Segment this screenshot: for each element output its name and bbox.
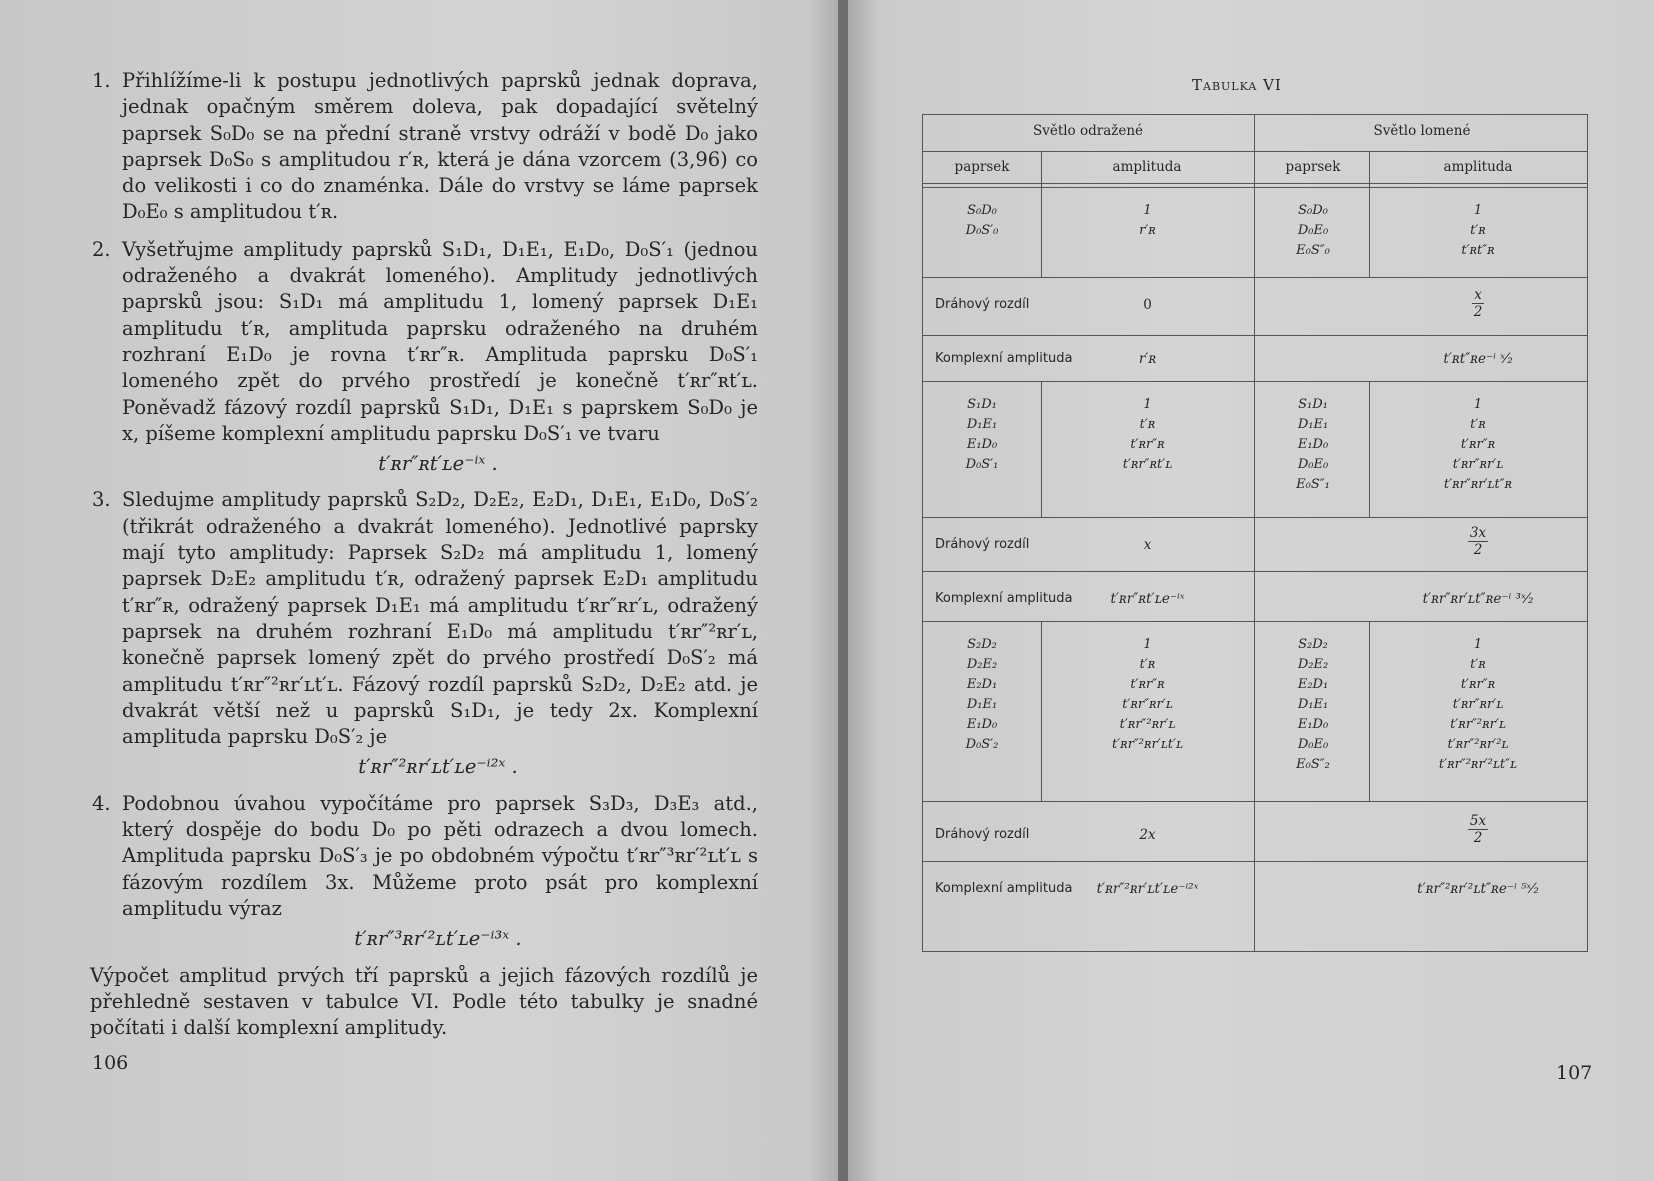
- complex-amplitude-label: Komplexní amplituda: [935, 881, 1073, 896]
- left-text-column: [90, 68, 758, 1041]
- fraction-denominator: 2: [1473, 830, 1483, 846]
- ray: S₁D₁: [1298, 397, 1328, 412]
- amplitude: t′ʀr″²ʀr′ʟ: [1450, 717, 1506, 732]
- ray: D₀S′₀: [965, 223, 999, 238]
- amplitude: t′ʀr″ʀ: [1460, 677, 1496, 692]
- block1-complex-reflected: r′ʀ: [1138, 351, 1157, 367]
- page-number-left: 106: [92, 1052, 129, 1074]
- amplitude: 1: [1143, 203, 1152, 218]
- block2-complex-refracted: t′ʀr″ʀr′ʟt″ʀe⁻ⁱ ³ˣ⁄₂: [1422, 591, 1534, 607]
- fraction-numerator: 5x: [1469, 813, 1487, 829]
- paragraph-text: Vyšetřujme amplitudy paprsků S₁D₁, D₁E₁, E₁D₀, D₀S′₁ (jednou odraženého a dvakrát lomeného). Amplitudy jednotlivých paprsků jsou: S₁D₁ má amplitudu 1, lomený paprsek D₁E₁ amplitudu t′ʀ, amplituda paprsku odraženého na druhém rozhraní E₁D₀ je rovna t′ʀr″ʀ. Amplituda paprsku D₀S′₁ lomeného zpět do prvého prostředí je konečně t′ʀr″ʀt′ʟ. Poněvadž fázový rozdíl paprsků S₁D₁, D₁E₁ s paprskem S₀D₀ je x, píšeme komplexní amplitudu paprsku D₀S′₁ ve tvaru: [122, 237, 758, 445]
- paragraph-number: 2.: [92, 237, 111, 261]
- amplitude: 1: [1473, 637, 1483, 652]
- ray: S₀D₀: [1298, 203, 1328, 218]
- block2-path-refracted: [1369, 525, 1587, 558]
- header-ray-refracted: paprsek: [1285, 159, 1341, 175]
- complex-amplitude-label: Komplexní amplituda: [935, 591, 1073, 606]
- block2-path-reflected: x: [1143, 537, 1152, 553]
- ray: E₀S″₂: [1296, 757, 1330, 772]
- formula-2: t′ʀr″²ʀr′ʟt′ʟe⁻ⁱ²ˣ .: [358, 755, 518, 779]
- ray: D₀E₀: [1297, 457, 1329, 472]
- ray: E₁D₀: [966, 437, 998, 452]
- amplitude: t′ʀr″ʀr′ʟ: [1122, 697, 1173, 712]
- block3-path-reflected: 2x: [1139, 827, 1156, 843]
- amplitude: 1: [1473, 397, 1483, 412]
- table-caption: Tabulka VI: [1192, 76, 1282, 94]
- paragraph-3: [92, 487, 758, 750]
- fraction-numerator: 3x: [1469, 525, 1487, 541]
- fraction-numerator: x: [1474, 287, 1482, 303]
- ray: E₁D₀: [966, 717, 998, 732]
- ray: D₂E₂: [966, 657, 998, 672]
- header-amplitude-refracted: amplituda: [1443, 159, 1513, 175]
- ray: S₂D₂: [967, 637, 997, 652]
- header-ray-reflected: paprsek: [954, 159, 1010, 175]
- ray: D₀E₀: [1297, 737, 1329, 752]
- block2-refracted-rays: [1257, 395, 1369, 495]
- path-difference-label: Dráhový rozdíl: [935, 537, 1030, 552]
- paragraph-1: [92, 68, 758, 226]
- block3-complex-reflected: t′ʀr″²ʀr′ʟt′ʟe⁻ⁱ²ˣ: [1096, 881, 1199, 897]
- header-reflected-light: Světlo odražené: [1032, 123, 1144, 139]
- paragraph-text: Sledujme amplitudy paprsků S₂D₂, D₂E₂, E₂D₁, D₁E₁, E₁D₀, D₀S′₂ (třikrát odraženého a dvakrát lomeného). Jednotlivé paprsky mají tyto amplitudy: Paprsek S₂D₂ má amplitudu 1, lomený paprsek D₂E₂ amplitudu t′ʀ, odražený paprsek E₂D₁ amplitudu t′ʀr″ʀ, odražený paprsek D₁E₁ má amplitudu t′ʀr″ʀr′ʟ, odražený paprsek na druhém rozhraní E₁D₀ má amplitudu t′ʀr″²ʀr′ʟ, konečně paprsek lomený zpět do prvého prostředí D₀S′₂ má amplitudu t′ʀr″²ʀr′ʟt′ʟ. Fázový rozdíl paprsků S₂D₂, D₂E₂ atd. je dvakrát větší než u paprsků S₁D₁, je tedy 2x. Komplexní amplituda paprsku D₀S′₂ je: [122, 488, 758, 749]
- paragraph-4: [92, 791, 758, 922]
- ray: E₂D₁: [966, 677, 998, 692]
- block2-reflected-rays: [923, 395, 1041, 475]
- amplitude: t′ʀr″²ʀr′ʟt′ʟ: [1111, 737, 1184, 752]
- amplitude: t′ʀr″ʀ: [1130, 677, 1165, 692]
- amplitude: t′ʀ: [1139, 417, 1156, 432]
- ray: D₂E₂: [1297, 657, 1329, 672]
- block1-reflected-amplitudes: [1041, 201, 1254, 241]
- amplitude: r′ʀ: [1139, 223, 1156, 238]
- ray: E₁D₀: [1297, 717, 1329, 732]
- block1-complex-refracted: t′ʀt″ʀe⁻ⁱ ˣ⁄₂: [1443, 351, 1513, 367]
- ray: D₁E₁: [1297, 697, 1329, 712]
- block3-refracted-rays: [1257, 635, 1369, 775]
- amplitude: t′ʀ: [1139, 657, 1156, 672]
- amplitude: 1: [1143, 397, 1152, 412]
- amplitude: t′ʀr″ʀ: [1460, 437, 1496, 452]
- amplitude: 1: [1143, 637, 1152, 652]
- block3-path-refracted: [1369, 813, 1587, 846]
- paragraph-number: 1.: [92, 69, 111, 92]
- ray: E₀S″₀: [1296, 243, 1330, 258]
- path-difference-label: Dráhový rozdíl: [935, 297, 1030, 312]
- paragraph-2: [92, 237, 758, 447]
- amplitude: 1: [1473, 203, 1483, 218]
- table-vi: [922, 114, 1588, 952]
- complex-amplitude-label: Komplexní amplituda: [935, 351, 1073, 366]
- ray: S₂D₂: [1298, 637, 1328, 652]
- header-amplitude-reflected: amplituda: [1112, 159, 1182, 175]
- amplitude: t′ʀr″ʀt′ʟ: [1122, 457, 1173, 472]
- formula-3: t′ʀr″³ʀr′²ʟt′ʟe⁻ⁱ³ˣ .: [354, 927, 522, 951]
- ray: D₀E₀: [1297, 223, 1329, 238]
- block1-path-refracted: [1369, 287, 1587, 320]
- ray: E₁D₀: [1297, 437, 1329, 452]
- amplitude: t′ʀr″ʀr′ʟt″ʀ: [1443, 477, 1513, 492]
- block2-complex-reflected: t′ʀr″ʀt′ʟe⁻ⁱˣ: [1110, 591, 1185, 607]
- block3-reflected-amplitudes: [1041, 635, 1254, 755]
- paragraph-text: Přihlížíme-li k postupu jednotlivých paprsků jednak doprava, jednak opačným směrem doleva, pak dopadající světelný paprsek S₀D₀ se na přední straně vrstvy odráží v bodě D₀ jako paprsek D₀S₀ s amplitudou r′ʀ, která je dána vzorcem (3,96) co do velikosti i co do znaménka. Dále do vrstvy se láme paprsek D₀E₀ s amplitudou t′ʀ.: [122, 69, 758, 224]
- amplitude: t′ʀ: [1470, 223, 1486, 238]
- amplitude: t′ʀr″ʀ: [1130, 437, 1165, 452]
- ray: D₀S′₂: [965, 737, 999, 752]
- fraction-denominator: 2: [1473, 304, 1483, 320]
- header-refracted-light: Světlo lomené: [1373, 123, 1471, 139]
- block3-refracted-amplitudes: [1369, 635, 1587, 775]
- fraction-denominator: 2: [1473, 542, 1483, 558]
- block1-refracted-rays: [1257, 201, 1369, 261]
- paragraph-text: Podobnou úvahou vypočítáme pro paprsek S₃D₃, D₃E₃ atd., který dospěje do bodu D₀ po pěti odrazech a dvou lomech. Amplituda paprsku D₀S′₃ je po obdobném výpočtu t′ʀr″³ʀr′²ʟt′ʟ s fázovým rozdílem 3x. Můžeme proto psát pro komplexní amplitudu výraz: [122, 791, 758, 920]
- paragraph-number: 3.: [92, 488, 111, 512]
- page-number-right: 107: [1556, 1062, 1593, 1084]
- amplitude: t′ʀr″²ʀr′²ʟ: [1447, 737, 1509, 752]
- block3-reflected-rays: [923, 635, 1041, 755]
- ray: E₂D₁: [1297, 677, 1329, 692]
- amplitude: t′ʀr″²ʀr′ʟ: [1119, 717, 1176, 732]
- path-difference-label: Dráhový rozdíl: [935, 827, 1030, 842]
- paragraph-number: 4.: [92, 791, 111, 815]
- block2-refracted-amplitudes: [1369, 395, 1587, 495]
- ray: E₀S″₁: [1296, 477, 1330, 492]
- ray: S₁D₁: [967, 397, 997, 412]
- ray: S₀D₀: [967, 203, 997, 218]
- ray: D₀S′₁: [965, 457, 999, 472]
- block2-reflected-amplitudes: [1041, 395, 1254, 475]
- amplitude: t′ʀr″²ʀr′²ʟt″ʟ: [1438, 757, 1518, 772]
- amplitude: t′ʀr″ʀr′ʟ: [1452, 697, 1504, 712]
- closing-paragraph: Výpočet amplitud prvých tří paprsků a jejich fázových rozdílů je přehledně sestaven v tabulce VI. Podle této tabulky je snadné počítati i další komplexní amplitudy.: [90, 963, 758, 1040]
- amplitude: t′ʀt″ʀ: [1461, 243, 1495, 258]
- ray: D₁E₁: [1297, 417, 1329, 432]
- amplitude: t′ʀr″ʀr′ʟ: [1452, 457, 1504, 472]
- formula-1: t′ʀr″ʀt′ʟe⁻ⁱˣ .: [378, 452, 498, 476]
- block1-path-reflected: 0: [1143, 297, 1152, 313]
- block1-refracted-amplitudes: [1369, 201, 1587, 261]
- amplitude: t′ʀ: [1470, 417, 1486, 432]
- ray: D₁E₁: [966, 697, 998, 712]
- ray: D₁E₁: [966, 417, 998, 432]
- block1-reflected-rays: [923, 201, 1041, 241]
- amplitude: t′ʀ: [1470, 657, 1486, 672]
- block3-complex-refracted: t′ʀr″²ʀr′²ʟt″ʀe⁻ⁱ ⁵ˣ⁄₂: [1417, 881, 1539, 897]
